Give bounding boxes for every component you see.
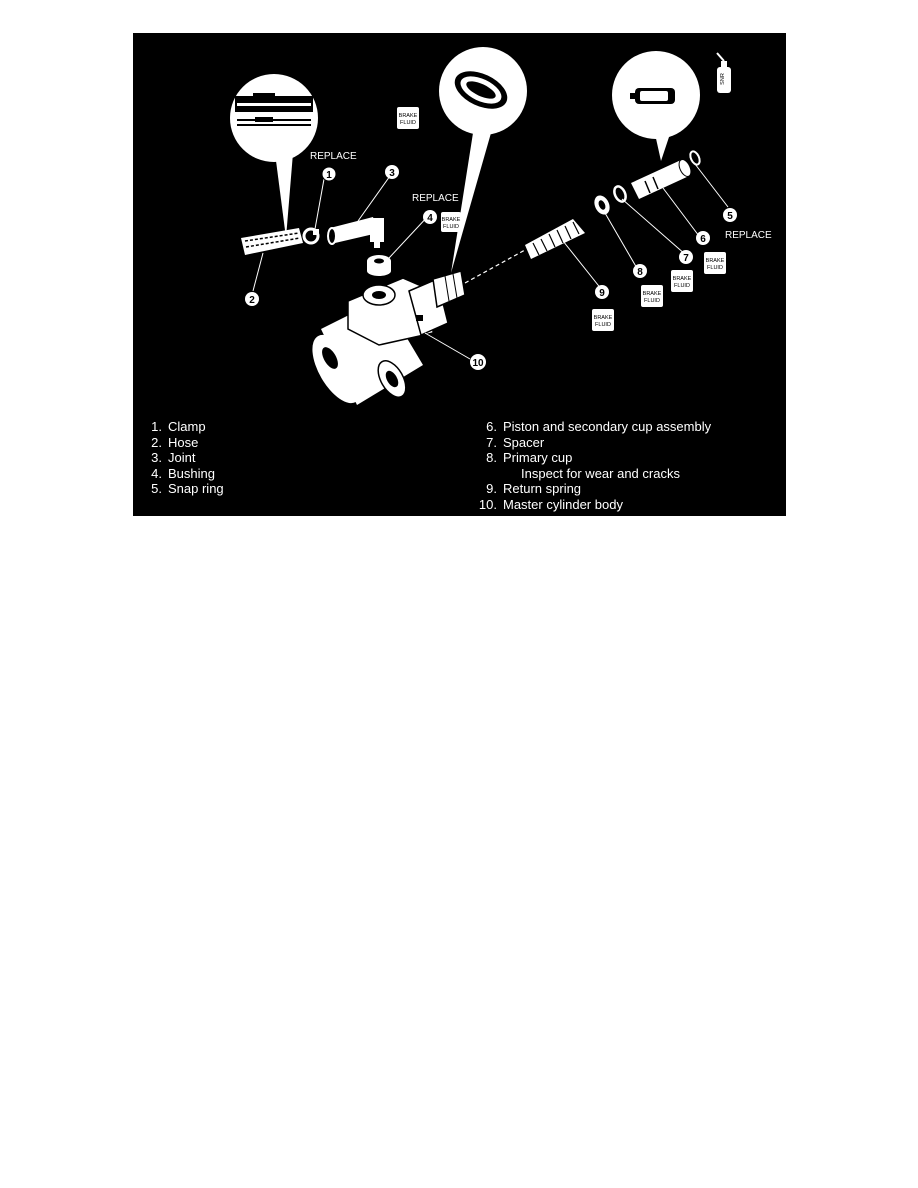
primary-cup-part bbox=[591, 193, 612, 217]
brake-fluid-text: BRAKE bbox=[593, 315, 613, 321]
callout-1 bbox=[322, 167, 336, 181]
legend-item bbox=[477, 497, 711, 513]
brake-fluid-text: BRAKE bbox=[705, 258, 725, 264]
brake-fluid-text: BRAKE bbox=[642, 291, 662, 297]
callout-9 bbox=[595, 285, 609, 299]
callout-number: 3 bbox=[389, 168, 395, 179]
legend-item bbox=[477, 435, 711, 451]
legend-number: 9. bbox=[486, 481, 497, 496]
legend-text: Master cylinder body bbox=[503, 496, 623, 512]
assembly-axis-line bbox=[465, 250, 525, 283]
legend-text: Bushing bbox=[168, 465, 215, 481]
piston-part bbox=[631, 158, 693, 199]
callout-number: 9 bbox=[599, 288, 605, 299]
spray-can-icon bbox=[717, 53, 731, 93]
replace-label: REPLACE bbox=[725, 230, 772, 241]
exploded-diagram-figure bbox=[133, 33, 786, 516]
callout-number: 7 bbox=[683, 253, 689, 264]
primary-cup-note: Inspect for wear and cracks bbox=[521, 465, 680, 481]
brake-fluid-icon bbox=[441, 212, 461, 232]
brake-fluid-text: FLUID bbox=[707, 265, 723, 271]
brake-fluid-text: BRAKE bbox=[672, 276, 692, 282]
clamp-part bbox=[304, 229, 319, 243]
legend-item bbox=[142, 435, 224, 451]
brake-fluid-text: FLUID bbox=[400, 120, 416, 126]
callout-4 bbox=[423, 210, 437, 224]
legend-number: 7. bbox=[486, 434, 497, 450]
legend-text: Primary cup bbox=[503, 450, 573, 465]
brake-fluid-text: FLUID bbox=[595, 322, 611, 328]
legend-item bbox=[477, 481, 711, 497]
legend-number: 8. bbox=[486, 450, 497, 465]
brake-fluid-icon bbox=[641, 285, 663, 307]
master-cylinder-body bbox=[302, 271, 465, 411]
legend-number: 5. bbox=[151, 481, 162, 496]
legend-text: Clamp bbox=[168, 419, 206, 434]
callout-3 bbox=[385, 165, 399, 179]
brake-fluid-text: BRAKE bbox=[398, 113, 418, 119]
snap-ring-part bbox=[688, 150, 701, 166]
callout-8 bbox=[633, 264, 647, 278]
legend-item bbox=[142, 419, 224, 435]
legend-text: Joint bbox=[168, 450, 196, 465]
brake-fluid-icon bbox=[704, 252, 726, 274]
hose-detail-inset bbox=[230, 74, 318, 238]
replace-label: REPLACE bbox=[310, 151, 357, 162]
return-spring-part bbox=[525, 219, 585, 259]
callout-number: 1 bbox=[326, 170, 332, 181]
legend-item bbox=[477, 450, 711, 466]
legend-text: Return spring bbox=[503, 481, 582, 496]
cylinder-bore-detail-inset bbox=[439, 47, 527, 273]
legend-right-column bbox=[477, 419, 711, 512]
brake-fluid-text: BRAKE bbox=[441, 217, 461, 223]
spray-can-label: SNR bbox=[720, 73, 726, 85]
joint-part bbox=[328, 217, 384, 248]
legend-item bbox=[142, 466, 224, 482]
callout-10 bbox=[470, 354, 486, 370]
brake-fluid-text: FLUID bbox=[443, 224, 459, 230]
callout-2 bbox=[245, 292, 259, 306]
callout-number: 4 bbox=[427, 213, 433, 224]
legend-left-column bbox=[142, 419, 224, 497]
brake-fluid-icon bbox=[671, 270, 693, 292]
legend-text: Hose bbox=[168, 434, 199, 450]
legend-number: 2. bbox=[151, 434, 162, 450]
legend-number: 10. bbox=[478, 496, 497, 512]
legend-text: Piston and secondary cup assembly bbox=[503, 419, 712, 434]
callout-number: 10 bbox=[472, 358, 484, 369]
hose-part bbox=[241, 228, 303, 255]
legend-number: 6. bbox=[486, 419, 497, 434]
replace-label: REPLACE bbox=[412, 193, 459, 204]
legend-number: 1. bbox=[151, 419, 162, 434]
legend-item bbox=[477, 419, 711, 435]
callout-7 bbox=[679, 250, 693, 264]
legend-item bbox=[142, 450, 224, 466]
legend-number: 4. bbox=[151, 465, 162, 481]
legend-item bbox=[142, 481, 224, 497]
callout-number: 2 bbox=[249, 295, 255, 306]
brake-fluid-text: FLUID bbox=[674, 283, 690, 289]
callout-5 bbox=[723, 208, 737, 222]
brake-fluid-icon bbox=[397, 107, 419, 129]
callout-number: 8 bbox=[637, 267, 643, 278]
brake-fluid-text: FLUID bbox=[644, 298, 660, 304]
legend-text: Spacer bbox=[503, 434, 545, 450]
spacer-part bbox=[612, 185, 628, 204]
bushing-part bbox=[367, 255, 391, 276]
piston-detail-inset bbox=[612, 51, 700, 161]
brake-fluid-icon bbox=[592, 309, 614, 331]
legend-text: Snap ring bbox=[168, 481, 224, 496]
callout-number: 5 bbox=[727, 211, 733, 222]
callout-6 bbox=[696, 231, 710, 245]
callout-number: 6 bbox=[700, 234, 706, 245]
legend-number: 3. bbox=[151, 450, 162, 465]
